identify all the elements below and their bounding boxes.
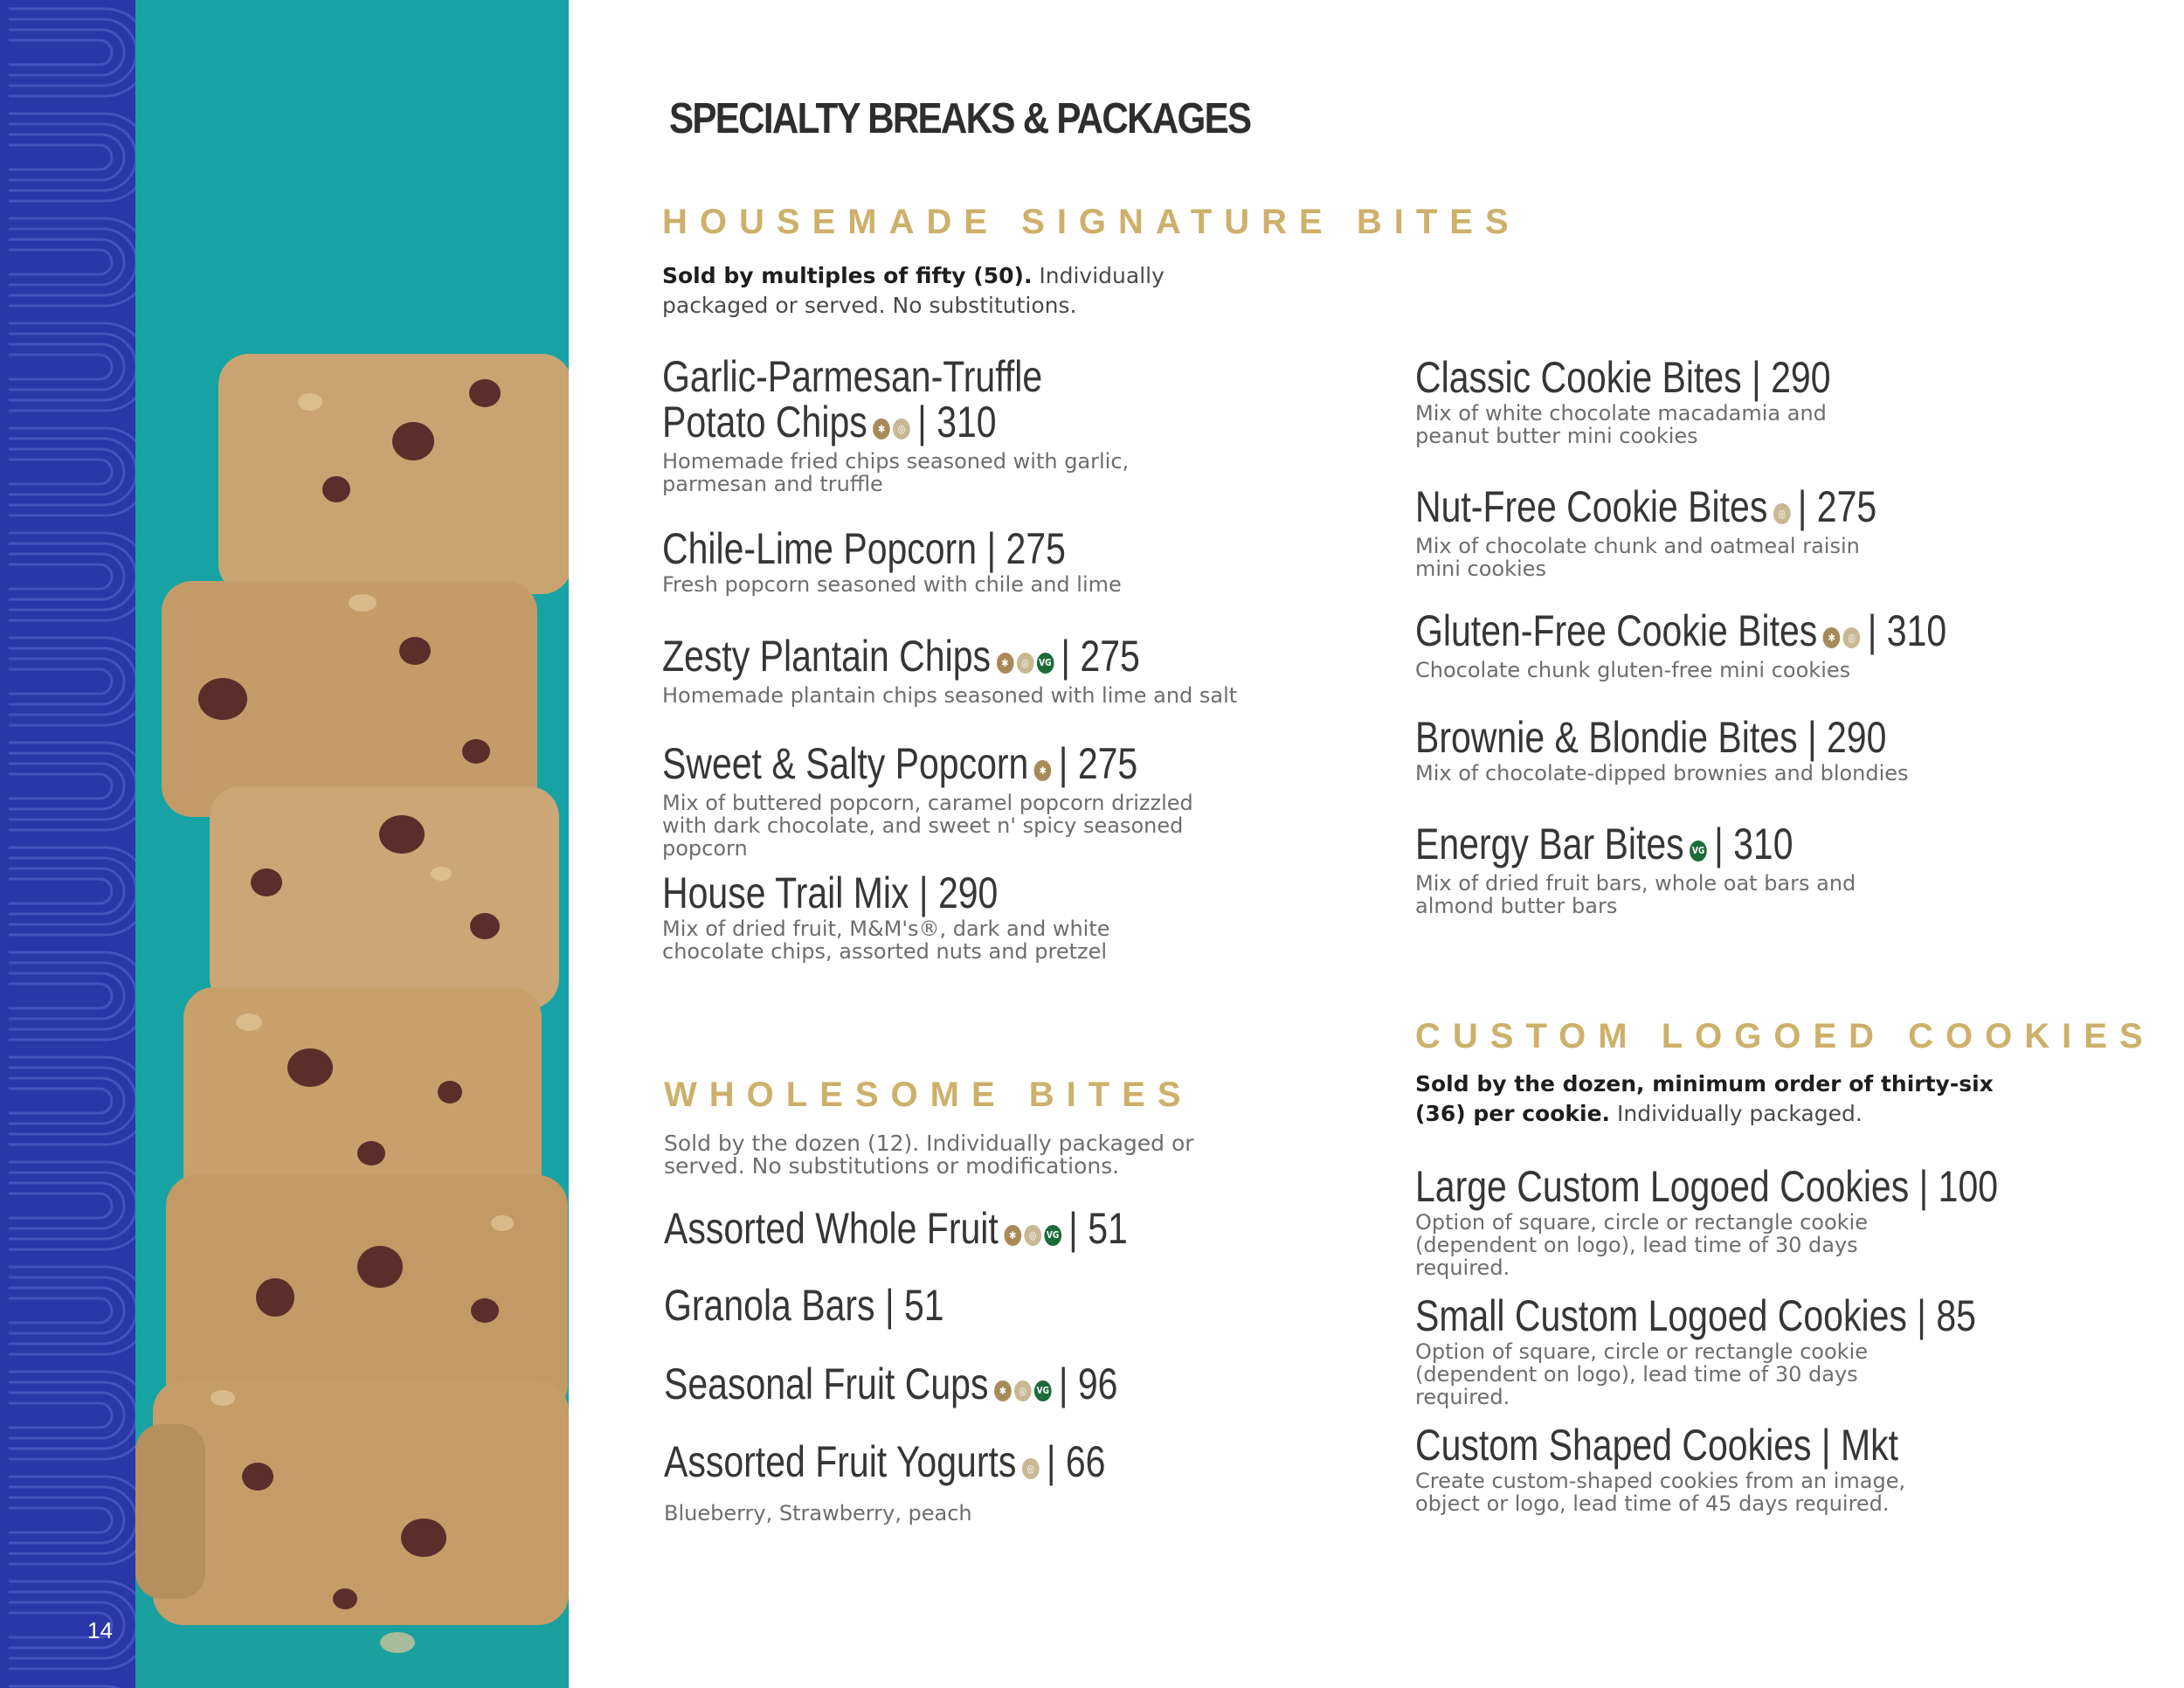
item-name: Small Custom Logoed Cookies | 85 (1415, 1291, 1976, 1340)
item-name-text: Gluten-Free Cookie Bites (1415, 606, 1818, 655)
housemade-intro (662, 261, 1274, 321)
menu-item-nut-free-cookie-bites (1415, 484, 2132, 580)
custom-intro-bold: Sold by the dozen, minimum order of thirty-six (36) per cookie. (1415, 1071, 1994, 1126)
item-name (664, 1361, 1179, 1410)
dietary-icons (1034, 744, 1054, 790)
item-name-text: Potato Chips (662, 398, 867, 446)
menu-item-brownie-blondie-bites (1415, 715, 2132, 785)
item-description: Blueberry, Strawberry, peach (664, 1500, 972, 1525)
wheat-free-icon: ✱ (1034, 760, 1052, 781)
decorative-pattern-strip (0, 0, 135, 1688)
item-name (662, 399, 1178, 448)
wheat-free-icon: ✱ (1004, 1225, 1021, 1246)
menu-item-garlic-parmesan-truffle-chips (662, 354, 1291, 495)
item-name-text: Seasonal Fruit Cups (664, 1359, 989, 1408)
item-description: Homemade plantain chips seasoned with lime and salt (662, 682, 1238, 708)
menu-item-seasonal-fruit-cups (664, 1361, 1293, 1410)
menu-item-assorted-whole-fruit (664, 1206, 1293, 1255)
item-description: Mix of buttered popcorn, caramel popcorn drizzled with dark chocolate, and sweet n' spicy seasoned popcorn (662, 790, 1193, 861)
item-price: | 310 (1714, 820, 1794, 868)
item-price: | 275 (1797, 482, 1877, 531)
menu-item-sweet-salty-popcorn (662, 741, 1291, 860)
item-description: Mix of dried fruit bars, whole oat bars and almond butter bars (1415, 870, 1856, 918)
item-name-line1: Garlic-Parmesan-Truffle (662, 352, 1043, 401)
menu-item-custom-shaped-cookies (1415, 1422, 2132, 1515)
vegan-icon: VG (1690, 841, 1707, 861)
item-price: | 96 (1058, 1359, 1118, 1408)
menu-item-chile-lime-popcorn (662, 526, 1291, 596)
menu-item-assorted-fruit-yogurts (664, 1439, 1293, 1525)
dietary-icons (1690, 825, 1710, 870)
item-price: | 66 (1046, 1437, 1106, 1486)
wholesome-intro: Sold by the dozen (12). Individually packaged or served. No substitutions or modifications. (664, 1131, 1194, 1179)
item-name: Brownie & Blondie Bites | 290 (1415, 713, 1887, 762)
item-price: | 310 (917, 398, 997, 446)
menu-item-small-custom-logoed-cookies (1415, 1293, 2132, 1408)
cookie-bars-photo (135, 0, 569, 1688)
vegan-icon: VG (1034, 1380, 1052, 1401)
section-heading-custom-cookies: CUSTOM LOGOED COOKIES (1415, 1017, 2155, 1055)
dairy-free-icon: ◎ (1017, 653, 1034, 674)
item-price: | 51 (1068, 1204, 1128, 1253)
wheat-free-icon: ✱ (994, 1380, 1012, 1401)
dietary-icons (1773, 488, 1794, 533)
housemade-intro-bold: Sold by multiples of fifty (50). (662, 263, 1033, 288)
item-description: Option of square, circle or rectangle cookie (dependent on logo), lead time of 30 days required. (1415, 1210, 1868, 1280)
item-description: Mix of chocolate-dipped brownies and blondies (1415, 761, 1909, 785)
wheat-free-icon: ✱ (873, 419, 890, 439)
dietary-icons (1823, 612, 1863, 657)
housemade-intro-text: Individually packaged or served. No substitutions. (662, 263, 1165, 318)
section-heading-housemade: HOUSEMADE SIGNATURE BITES (662, 203, 1521, 241)
dairy-free-icon: ◎ (1022, 1458, 1040, 1479)
page-title: SPECIALTY BREAKS & PACKAGES (669, 95, 1251, 142)
item-description: Mix of chocolate chunk and oatmeal raisin mini cookies (1415, 533, 1860, 581)
dietary-icons (873, 403, 913, 448)
menu-item-classic-cookie-bites (1415, 355, 2132, 447)
item-name-text: Assorted Whole Fruit (664, 1204, 999, 1253)
item-description: Option of square, circle or rectangle cookie (dependent on logo), lead time of 30 days required. (1415, 1339, 1868, 1409)
menu-item-large-custom-logoed-cookies (1415, 1164, 2132, 1279)
item-name (1415, 608, 2002, 657)
custom-intro (1415, 1069, 2027, 1129)
item-name: House Trail Mix | 290 (662, 868, 999, 917)
menu-item-energy-bar-bites (1415, 821, 2132, 917)
item-name: Custom Shaped Cookies | Mkt (1415, 1421, 1899, 1470)
vegan-icon: VG (1044, 1225, 1061, 1246)
item-description: Mix of dried fruit, M&M's®, dark and white chocolate chips, assorted nuts and pretzel (662, 917, 1110, 964)
item-description: Fresh popcorn seasoned with chile and lime (662, 572, 1122, 597)
item-name-text: Assorted Fruit Yogurts (664, 1437, 1017, 1486)
item-name-text: Nut-Free Cookie Bites (1415, 482, 1768, 531)
item-price: | 275 (1058, 739, 1138, 788)
item-name (1415, 821, 2002, 870)
item-price: | 310 (1867, 606, 1947, 655)
item-name: Granola Bars | 51 (664, 1281, 944, 1330)
menu-item-zesty-plantain-chips (662, 633, 1291, 707)
pattern-graphic (0, 0, 135, 1688)
dairy-free-icon: ◎ (1843, 627, 1861, 648)
dietary-icons (997, 637, 1057, 682)
item-name: Large Custom Logoed Cookies | 100 (1415, 1162, 1999, 1211)
item-price: | 275 (1061, 632, 1140, 681)
dairy-free-icon: ◎ (1773, 503, 1791, 524)
dairy-free-icon: ◎ (893, 419, 910, 439)
wheat-free-icon: ✱ (997, 653, 1014, 674)
item-name (662, 633, 1178, 682)
menu-item-gluten-free-cookie-bites (1415, 608, 2132, 681)
item-name-text: Zesty Plantain Chips (662, 632, 992, 681)
custom-intro-text: Individually packaged. (1610, 1101, 1863, 1126)
item-name (662, 741, 1178, 790)
item-name: Chile-Lime Popcorn | 275 (662, 524, 1066, 573)
dairy-free-icon: ◎ (1024, 1225, 1041, 1246)
item-description: Chocolate chunk gluten-free mini cookies (1415, 657, 1851, 682)
item-name (1415, 484, 2002, 533)
item-name-text: Sweet & Salty Popcorn (662, 739, 1029, 788)
item-name (664, 1439, 1179, 1488)
vegan-icon: VG (1036, 653, 1054, 674)
dairy-free-icon: ◎ (1014, 1380, 1032, 1401)
stacked-cookie-bars-image (135, 0, 569, 1688)
item-name (664, 1206, 1179, 1255)
menu-item-granola-bars (664, 1283, 1293, 1328)
item-description: Homemade fried chips seasoned with garlic, parmesan and truffle (662, 448, 1130, 496)
dietary-icons (1004, 1209, 1064, 1255)
page-number: 14 (87, 1617, 113, 1643)
item-name-text: Energy Bar Bites (1415, 820, 1684, 868)
item-description: Create custom-shaped cookies from an image, object or logo, lead time of 45 days required. (1415, 1469, 1906, 1516)
item-description: Mix of white chocolate macadamia and peanut butter mini cookies (1415, 401, 1827, 448)
dietary-icons (1022, 1442, 1042, 1488)
menu-item-house-trail-mix (662, 870, 1291, 963)
wheat-free-icon: ✱ (1823, 627, 1841, 648)
dietary-icons (994, 1365, 1054, 1410)
section-heading-wholesome: WHOLESOME BITES (664, 1076, 1193, 1114)
item-name: Classic Cookie Bites | 290 (1415, 353, 1831, 402)
